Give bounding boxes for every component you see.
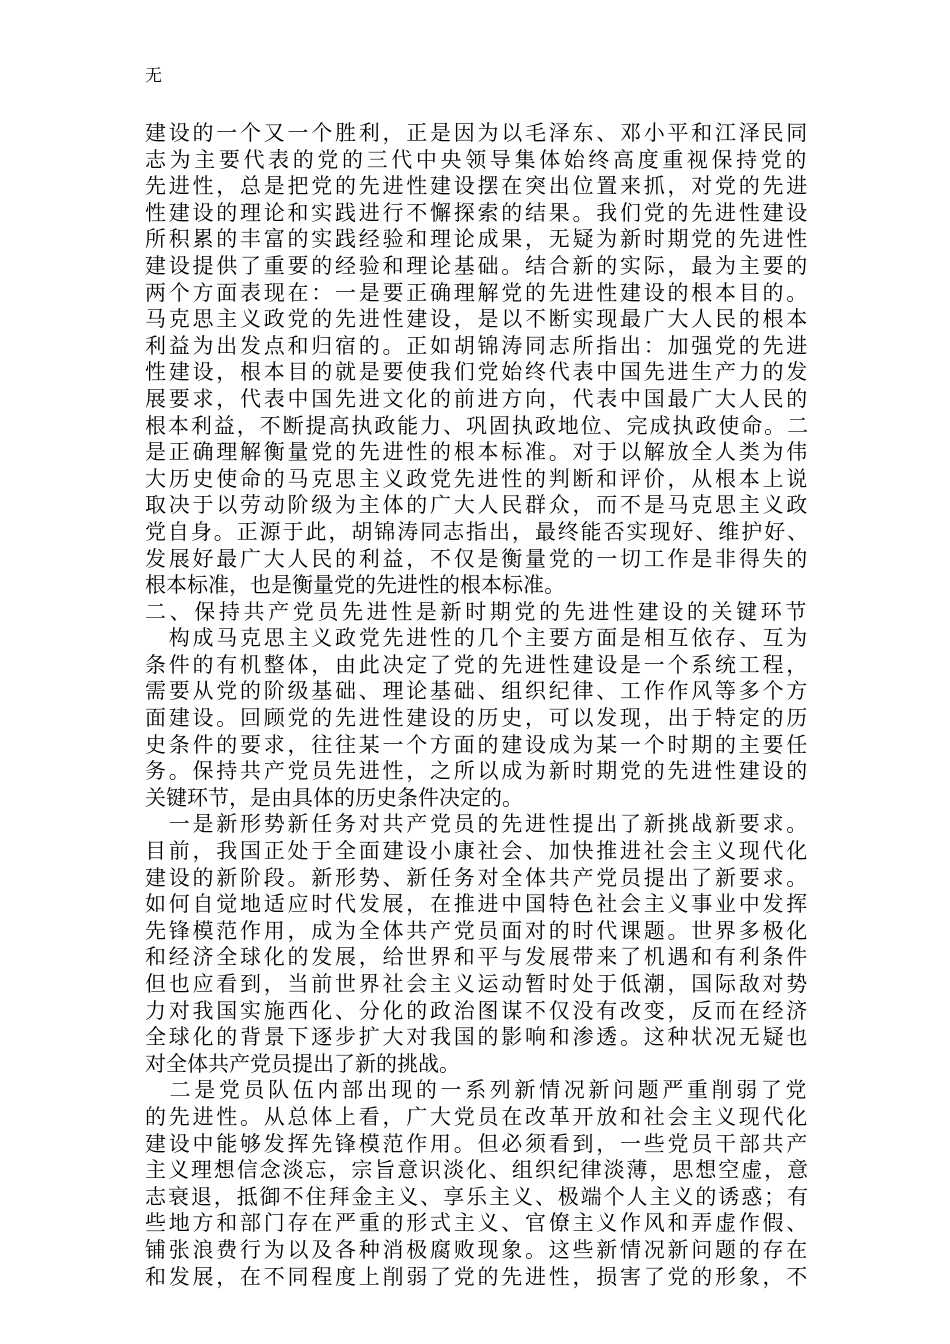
text-line: 主义理想信念淡忘，宗旨意识淡化、组织纪律淡薄，思想空虚，意 [145,1158,810,1183]
text-line: 先锋模范作用，成为全体共产党员面对的时代课题。世界多极化 [145,918,810,943]
text-line: 志衰退，抵御不住拜金主义、享乐主义、极端个人主义的诱惑；有 [145,1184,810,1209]
text-line: 取决于以劳动阶级为主体的广大人民群众，而不是马克思主义政 [145,493,810,518]
text-line: 建设的新阶段。新形势、新任务对全体共产党员提出了新要求。 [145,865,810,890]
text-line: 但也应看到，当前世界社会主义运动暂时处于低潮，国际敌对势 [145,972,810,996]
text-line: 条件的有机整体，由此决定了党的先进性建设是一个系统工程， [145,652,810,677]
text-line: 二、保持共产党员先进性是新时期党的先进性建设的关键环节 [145,599,810,624]
text-line: 的先进性。从总体上看，广大党员在改革开放和社会主义现代化 [145,1104,810,1129]
text-line: 利益为出发点和归宿的。正如胡锦涛同志所指出：加强党的先进 [145,333,810,358]
text-line: 关键环节，是由具体的历史条件决定的。 [145,785,523,810]
text-line: 和发展，在不同程度上削弱了党的先进性，损害了党的形象，不 [145,1264,810,1289]
document-body [145,120,810,1290]
text-line: 史条件的要求，往往某一个方面的建设成为某一个时期的主要任 [145,732,810,757]
text-line: 对全体共产党员提出了新的挑战。 [145,1051,460,1076]
text-line: 务。保持共产党员先进性，之所以成为新时期党的先进性建设的 [145,759,810,784]
text-line: 需要从党的阶级基础、理论基础、组织纪律、工作作风等多个方 [145,679,810,704]
text-line: 根本标准，也是衡量党的先进性的根本标准。 [145,573,565,598]
text-line: 所积累的丰富的实践经验和理论成果，无疑为新时期党的先进性 [145,227,810,252]
text-line: 全球化的背景下逐步扩大对我国的影响和渗透。这种状况无疑也 [145,1025,810,1050]
text-line: 两个方面表现在：一是要正确理解党的先进性建设的根本目的。 [145,280,810,305]
text-line: 志为主要代表的党的三代中央领导集体始终高度重视保持党的 [145,147,810,172]
text-line: 力对我国实施西化、分化的政治图谋不仅没有改变，反而在经济 [145,998,810,1023]
text-line: 先进性，总是把党的先进性建设摆在突出位置来抓，对党的先进 [145,174,810,199]
text-line: 二是党员队伍内部出现的一系列新情况新问题严重削弱了党 [145,1078,810,1103]
text-line: 如何自觉地适应时代发展，在推进中国特色社会主义事业中发挥 [145,892,810,917]
text-line: 大历史使命的马克思主义政党先进性的判断和评价，从根本上说 [145,466,810,491]
text-line: 一是新形势新任务对共产党员的先进性提出了新挑战新要求。 [145,812,810,837]
text-line: 构成马克思主义政党先进性的几个主要方面是相互依存、互为 [145,626,810,651]
text-line: 建设的一个又一个胜利，正是因为以毛泽东、邓小平和江泽民同 [145,121,810,145]
text-line: 根本利益，不断提高执政能力、巩固执政地位、完成执政使命。二 [145,413,810,438]
text-line: 和经济全球化的发展，给世界和平与发展带来了机遇和有利条件 [145,945,810,970]
text-line: 马克思主义政党的先进性建设，是以不断实现最广大人民的根本 [145,307,810,332]
text-line: 铺张浪费行为以及各种消极腐败现象。这些新情况新问题的存在 [145,1237,810,1262]
text-line: 目前，我国正处于全面建设小康社会、加快推进社会主义现代化 [145,839,810,864]
text-line: 性建设，根本目的就是要使我们党始终代表中国先进生产力的发 [145,360,810,385]
text-line: 党自身。正源于此，胡锦涛同志指出，最终能否实现好、维护好、 [145,519,810,544]
text-line: 建设提供了重要的经验和理论基础。结合新的实际，最为主要的 [145,253,810,278]
text-line: 些地方和部门存在严重的形式主义、官僚主义作风和弄虚作假、 [145,1211,810,1236]
page-header: 无 [145,66,162,86]
text-line: 展要求，代表中国先进文化的前进方向，代表中国最广大人民的 [145,386,810,411]
text-line: 是正确理解衡量党的先进性的根本标准。对于以解放全人类为伟 [145,440,810,465]
text-line: 性建设的理论和实践进行不懈探索的结果。我们党的先进性建设 [145,200,810,225]
text-line: 建设中能够发挥先锋模范作用。但必须看到，一些党员干部共产 [145,1131,810,1156]
text-line: 发展好最广大人民的利益，不仅是衡量党的一切工作是非得失的 [145,546,810,571]
text-line: 面建设。回顾党的先进性建设的历史，可以发现，出于特定的历 [145,706,810,731]
